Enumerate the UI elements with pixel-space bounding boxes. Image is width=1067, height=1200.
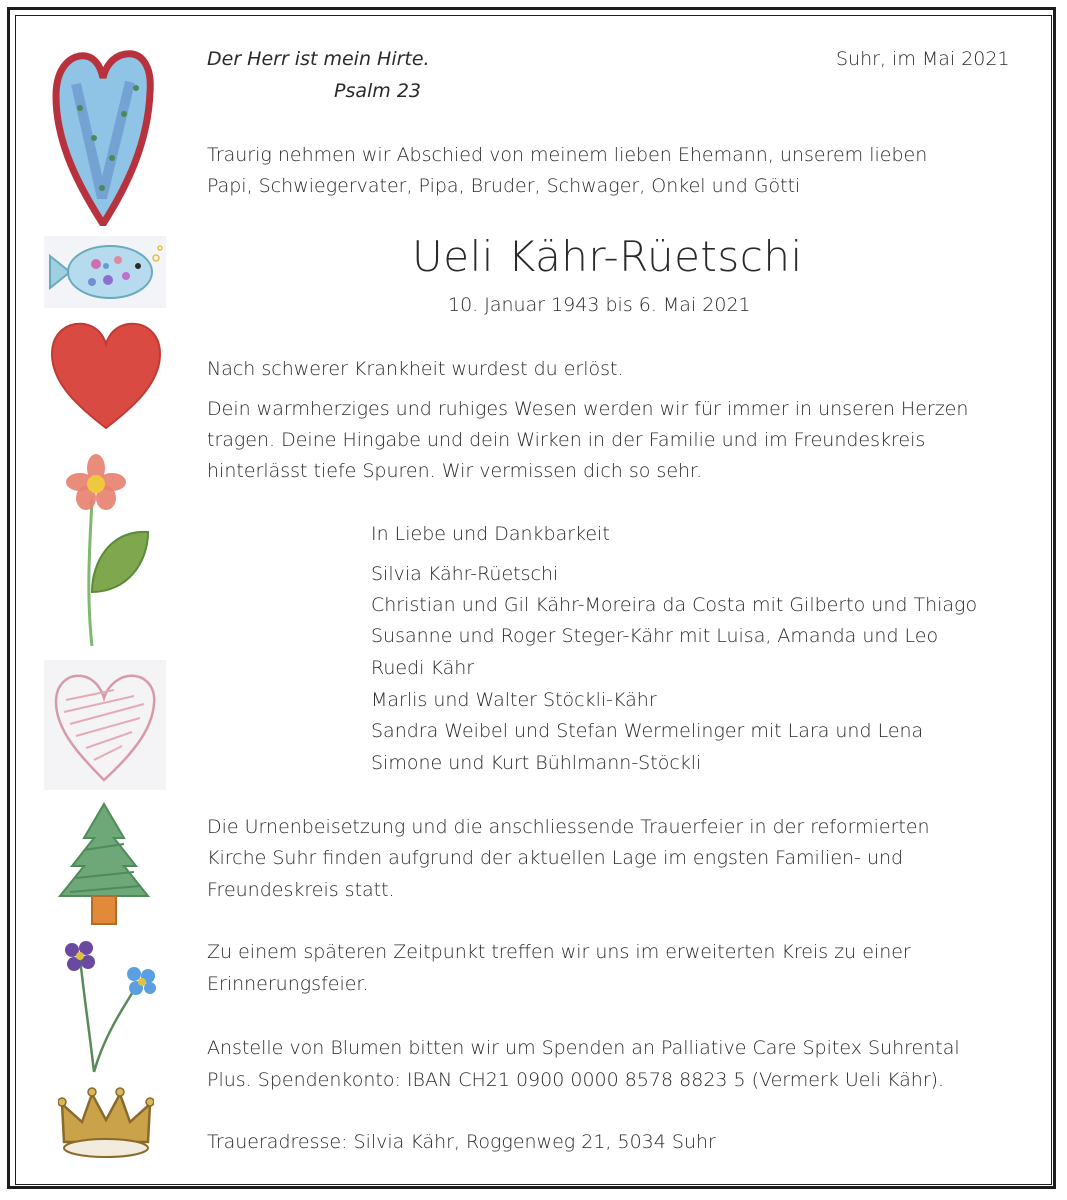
mourner-name: Ruedi Kähr [371, 657, 475, 679]
mourner-name: Sandra Weibel und Stefan Wermelinger mit Lara und Lena [371, 720, 924, 742]
message-paragraph-line: Dein warmherziges und ruhiges Wesen werden wir für immer in unseren Herzen [207, 398, 969, 420]
mourner-name: Marlis und Walter Stöckli-Kähr [371, 689, 657, 711]
intro-line: Papi, Schwiegervater, Pipa, Bruder, Schwager, Onkel und Götti [207, 175, 801, 197]
mourner-name: Susanne und Roger Steger-Kähr mit Luisa, Amanda und Leo [371, 625, 939, 647]
ceremony-line: Freundeskreis statt. [207, 879, 395, 901]
donation-line: Anstelle von Blumen bitten wir um Spenden an Palliative Care Spitex Suhrental [207, 1037, 960, 1059]
ceremony-line: Kirche Suhr finden aufgrund der aktuellen Lage im engsten Familien- und [207, 847, 904, 869]
crown-drawing-icon [58, 1086, 154, 1164]
message-paragraph-line: tragen. Deine Hingabe und dein Wirken in der Familie und im Freundeskreis [207, 429, 926, 451]
mourner-name: Christian und Gil Kähr-Moreira da Costa mit Gilberto und Thiago [371, 594, 978, 616]
psalm-reference: Psalm 23 [334, 80, 422, 102]
later-line: Erinnerungsfeier. [207, 973, 369, 995]
fir-tree-drawing-icon [54, 800, 154, 928]
mourner-name: Silvia Kähr-Rüetschi [371, 563, 559, 585]
pink-heart-sketch-icon [44, 660, 166, 790]
fish-drawing-icon [44, 236, 166, 308]
donation-line: Plus. Spendenkonto: IBAN CH21 0900 0000 8578 8823 5 (Vermerk Ueli Kähr). [207, 1069, 945, 1091]
message-paragraph-line: hinterlässt tiefe Spuren. Wir vermissen dich so sehr. [207, 460, 703, 482]
intro-line: Traurig nehmen wir Abschied von meinem lieben Ehemann, unserem lieben [207, 144, 928, 166]
two-flowers-drawing-icon [58, 936, 162, 1076]
later-line: Zu einem späteren Zeitpunkt treffen wir uns im erweiterten Kreis zu einer [207, 941, 911, 963]
flower-drawing-icon [62, 452, 154, 648]
life-dates: 10. Januar 1943 bis 6. Mai 2021 [448, 294, 751, 316]
red-heart-drawing-icon [50, 320, 162, 430]
mourner-name: Simone und Kurt Bühlmann-Stöckli [371, 752, 702, 774]
mourners-heading: In Liebe und Dankbarkeit [371, 523, 610, 545]
message-line: Nach schwerer Krankheit wurdest du erlöst. [207, 358, 624, 380]
place-date: Suhr, im Mai 2021 [836, 48, 1010, 70]
mourning-address: Traueradresse: Silvia Kähr, Roggenweg 21, 5034 Suhr [207, 1131, 716, 1153]
ceremony-line: Die Urnenbeisetzung und die anschliessende Trauerfeier in der reformierten [207, 816, 930, 838]
deceased-name: Ueli Kähr-Rüetschi [412, 232, 803, 281]
motto: Der Herr ist mein Hirte. [207, 48, 430, 70]
blue-heart-drawing-icon [50, 48, 156, 226]
